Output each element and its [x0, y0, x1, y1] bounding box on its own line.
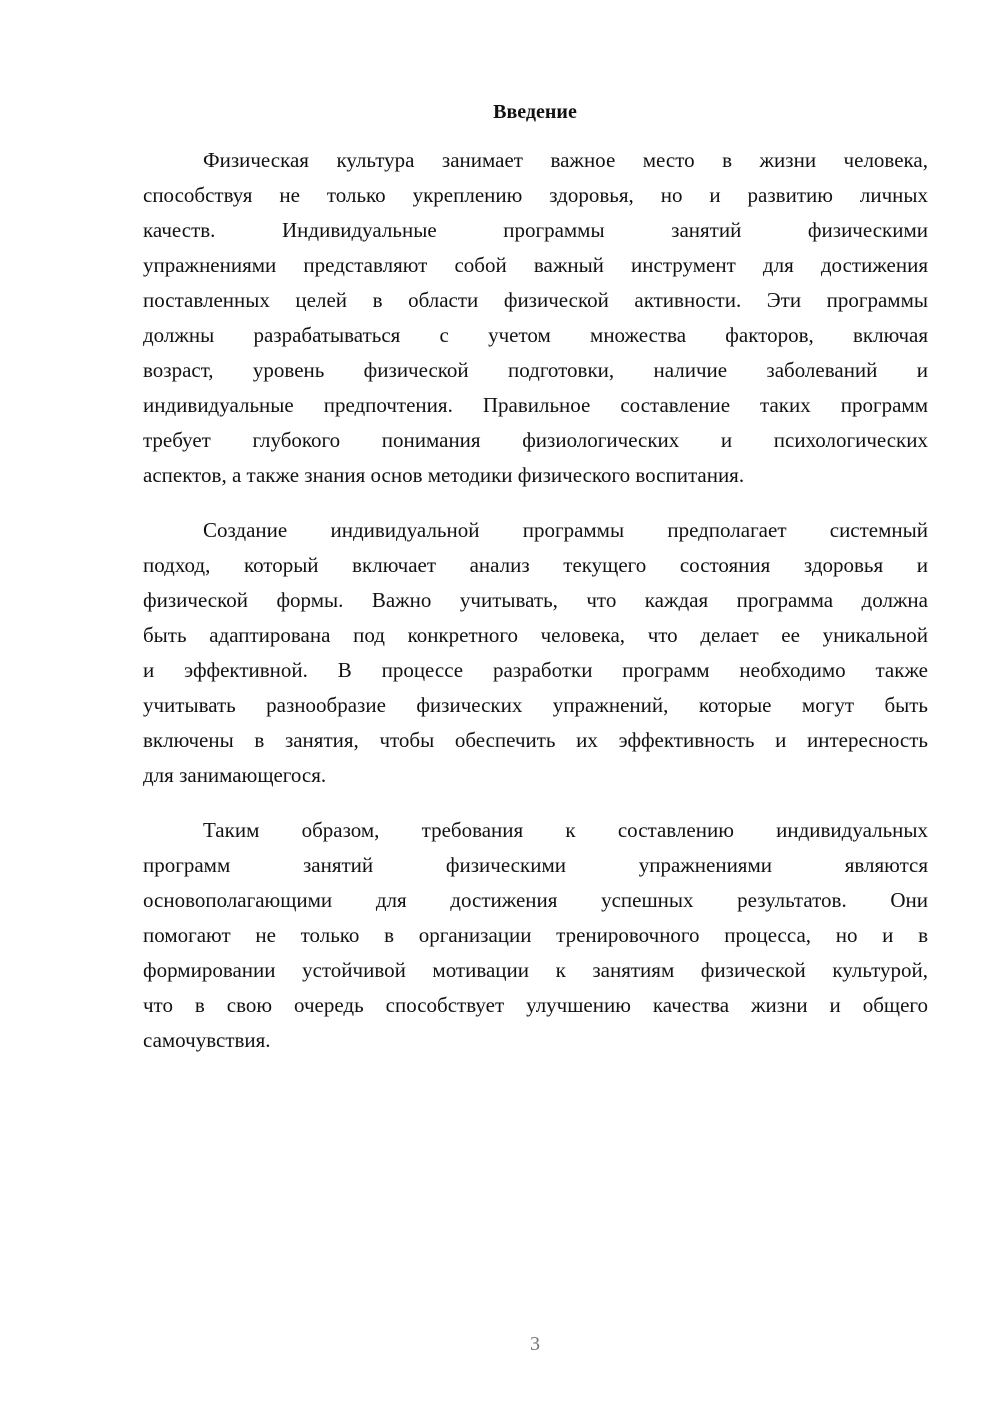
text-line: Таким образом, требования к составлению индивидуальных: [203, 818, 928, 842]
text-line: и эффективной. В процессе разработки программ необходимо также: [143, 658, 928, 682]
text-line: физической формы. Важно учитывать, что каждая программа должна: [143, 588, 928, 612]
text-line: включены в занятия, чтобы обеспечить их эффективность и интересность: [143, 728, 928, 752]
text-line: возраст, уровень физической подготовки, наличие заболеваний и: [143, 358, 928, 382]
section-title: Введение: [493, 101, 577, 123]
text-line: помогают не только в организации тренировочного процесса, но и в: [143, 923, 928, 947]
text-line: самочувствия.: [143, 1028, 271, 1052]
text-line: Физическая культура занимает важное место в жизни человека,: [203, 148, 928, 172]
text-line: качеств. Индивидуальные программы занятий физическими: [143, 218, 928, 242]
text-line: Создание индивидуальной программы предполагает системный: [203, 518, 928, 542]
text-line: должны разрабатываться с учетом множества факторов, включая: [143, 323, 928, 347]
text-line: основополагающими для достижения успешных результатов. Они: [143, 888, 928, 912]
paragraph: [143, 513, 928, 793]
page-number: 3: [530, 1333, 540, 1355]
text-line: требует глубокого понимания физиологических и психологических: [143, 428, 928, 452]
text-line: индивидуальные предпочтения. Правильное составление таких программ: [143, 393, 928, 417]
text-line: способствуя не только укреплению здоровья, но и развитию личных: [143, 183, 928, 207]
text-line: для занимающегося.: [143, 763, 327, 787]
text-line: подход, который включает анализ текущего состояния здоровья и: [143, 553, 928, 577]
text-line: формировании устойчивой мотивации к занятиям физической культурой,: [143, 958, 928, 982]
paragraph: [143, 813, 928, 1058]
text-line: учитывать разнообразие физических упражнений, которые могут быть: [143, 693, 928, 717]
text-line: программ занятий физическими упражнениями являются: [143, 853, 928, 877]
text-line: поставленных целей в области физической активности. Эти программы: [143, 288, 928, 312]
text-line: что в свою очередь способствует улучшению качества жизни и общего: [143, 993, 928, 1017]
paragraph: [143, 143, 928, 493]
document-body: [143, 143, 928, 1078]
text-line: упражнениями представляют собой важный инструмент для достижения: [143, 253, 928, 277]
text-line: быть адаптирована под конкретного человека, что делает ее уникальной: [143, 623, 928, 647]
text-line: аспектов, а также знания основ методики физического воспитания.: [143, 463, 745, 487]
